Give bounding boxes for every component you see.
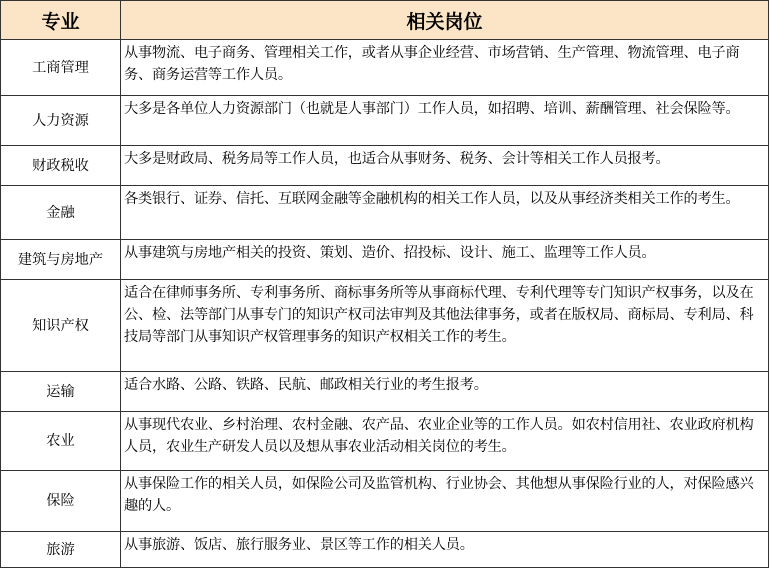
table-row bbox=[1, 280, 769, 372]
major-cell: 人力资源 bbox=[1, 96, 121, 146]
table-row bbox=[1, 240, 769, 280]
table-row bbox=[1, 40, 769, 96]
table-row bbox=[1, 372, 769, 412]
header-positions: 相关岗位 bbox=[121, 1, 769, 40]
header-row bbox=[1, 1, 769, 40]
major-cell: 财政税收 bbox=[1, 146, 121, 186]
major-cell: 知识产权 bbox=[1, 280, 121, 372]
positions-cell: 大多是各单位人力资源部门（也就是人事部门）工作人员，如招聘、培训、薪酬管理、社会保险等。 bbox=[121, 96, 769, 146]
major-cell: 保险 bbox=[1, 471, 121, 532]
major-cell: 工商管理 bbox=[1, 40, 121, 96]
table-row bbox=[1, 412, 769, 471]
positions-cell: 从事旅游、饭店、旅行服务业、景区等工作的相关人员。 bbox=[121, 532, 769, 568]
positions-cell: 从事现代农业、乡村治理、农村金融、农产品、农业企业等的工作人员。如农村信用社、农业政府机构人员，农业生产研发人员以及想从事农业活动相关岗位的考生。 bbox=[121, 412, 769, 471]
positions-cell: 从事物流、电子商务、管理相关工作，或者从事企业经营、市场营销、生产管理、物流管理、电子商务、商务运营等工作人员。 bbox=[121, 40, 769, 96]
positions-cell: 各类银行、证券、信托、互联网金融等金融机构的相关工作人员，以及从事经济类相关工作的考生。 bbox=[121, 186, 769, 240]
positions-cell: 从事建筑与房地产相关的投资、策划、造价、招投标、设计、施工、监理等工作人员。 bbox=[121, 240, 769, 280]
major-cell: 旅游 bbox=[1, 532, 121, 568]
major-cell: 运输 bbox=[1, 372, 121, 412]
positions-cell: 从事保险工作的相关人员，如保险公司及监管机构、行业协会、其他想从事保险行业的人，对保险感兴趣的人。 bbox=[121, 471, 769, 532]
table-row bbox=[1, 186, 769, 240]
major-cell: 农业 bbox=[1, 412, 121, 471]
table-row bbox=[1, 471, 769, 532]
positions-cell: 适合水路、公路、铁路、民航、邮政相关行业的考生报考。 bbox=[121, 372, 769, 412]
table-row bbox=[1, 96, 769, 146]
table-row bbox=[1, 532, 769, 568]
positions-cell: 大多是财政局、税务局等工作人员，也适合从事财务、税务、会计等相关工作人员报考。 bbox=[121, 146, 769, 186]
major-cell: 建筑与房地产 bbox=[1, 240, 121, 280]
major-cell: 金融 bbox=[1, 186, 121, 240]
table-row bbox=[1, 146, 769, 186]
header-major: 专业 bbox=[1, 1, 121, 40]
positions-cell: 适合在律师事务所、专利事务所、商标事务所等从事商标代理、专利代理等专门知识产权事务，以及在公、检、法等部门从事专门的知识产权司法审判及其他法律事务，或者在版权局、商标局、专利局、科技局等部门从事知识产权管理事务的知识产权相关工作的考生。 bbox=[121, 280, 769, 372]
